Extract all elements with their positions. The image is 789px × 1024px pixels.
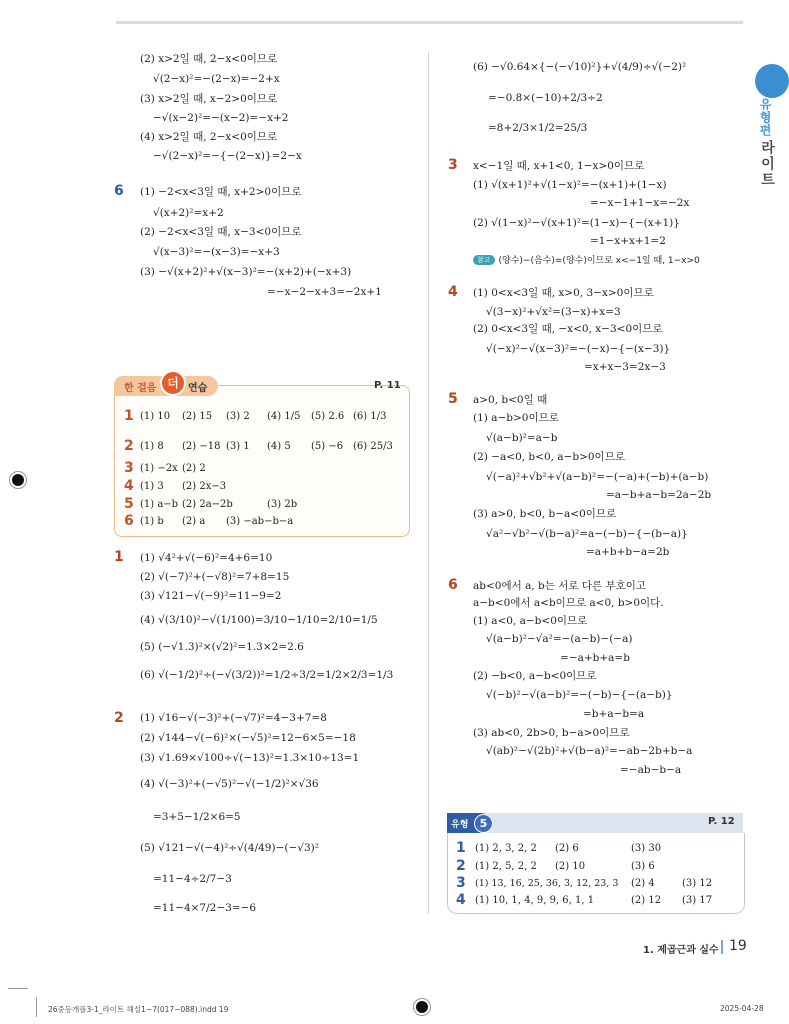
solution-line: (6) −√0.64×{−(−√10)²}+√(4/9)÷√(−2)²: [473, 61, 687, 73]
solution-line: =11−4÷2/7−3: [153, 873, 232, 885]
solution-line: (2) −b<0, a−b<0이므로: [473, 670, 597, 682]
answer-cell: (5) −6: [311, 441, 344, 452]
answer-number: 1: [124, 408, 134, 424]
solution-line: (2) √(1−x)²−√(x+1)²=(1−x)−{−(x+1)}: [473, 217, 680, 229]
answer-cell: (3) 17: [682, 895, 713, 906]
answer-cell: (2) 2x−3: [182, 481, 227, 492]
answer-cell: (2) 12: [631, 895, 662, 906]
answer-number: 4: [456, 892, 466, 908]
practice-tab-label: 한 걸음: [124, 383, 157, 394]
solution-line: (1) √16−√(−3)²+(−√7)²=4−3+7=8: [140, 712, 327, 724]
solution-line: √(−a)²+√b²+√(a−b)²=−(−a)+(−b)+(a−b): [486, 471, 709, 483]
answer-number: 6: [124, 513, 134, 529]
answer-cell: (3) −ab−b−a: [226, 516, 294, 527]
solution-line: (1) √(x+1)²+√(1−x)²=−(x+1)+(1−x): [473, 179, 667, 191]
side-tab-label-1: 유형편: [758, 98, 772, 137]
problem-number: 1: [114, 549, 124, 565]
solution-line: (4) √(3/10)²−√(1/100)=3/10−1/10=2/10=1/5: [140, 614, 378, 626]
answer-cell: (1) 3: [140, 481, 164, 492]
answer-cell: (1) 13, 16, 25, 36, 3, 12, 23, 3: [475, 878, 619, 889]
solution-line: (3) √121−√(−9)²=11−9=2: [140, 590, 282, 602]
note-text: (양수)−(음수)=(양수)이므로 x<−1일 때, 1−x>0: [498, 256, 700, 266]
problem-number: 6: [448, 577, 458, 593]
solution-line: =−x−2−x+3=−2x+1: [267, 286, 382, 298]
solution-line: a−b<0에서 a<b이므로 a<0, b>0이다.: [473, 597, 664, 609]
answer-cell: (4) 5: [267, 441, 291, 452]
solution-line: (3) √1.69×√100÷√(−13)²=1.3×10÷13=1: [140, 752, 360, 764]
answer-number: 1: [456, 840, 466, 856]
answer-cell: (2) 2a−2b: [182, 499, 233, 510]
answer-number: 3: [456, 875, 466, 891]
problem-number: 3: [448, 157, 458, 173]
solution-line: √(3−x)²+√x²=(3−x)+x=3: [486, 306, 621, 318]
solution-line: (2) −2<x<3일 때, x−3<0이므로: [140, 226, 302, 238]
solution-line: √(ab)²−√(2b)²+√(b−a)²=−ab−2b+b−a: [486, 745, 693, 757]
solution-line: ab<0에서 a, b는 서로 다른 부호이고: [473, 580, 647, 592]
solution-line: x<−1일 때, x+1<0, 1−x>0이므로: [473, 160, 645, 172]
answer-cell: (1) 8: [140, 441, 164, 452]
column-divider: [428, 52, 429, 914]
answer-cell: (3) 2: [226, 411, 250, 422]
solution-line: (5) (−√1.3)²×(√2)²=1.3×2=2.6: [140, 641, 304, 653]
solution-line: a>0, b<0일 때: [473, 394, 548, 406]
solution-line: =a+b+b−a=2b: [586, 546, 670, 558]
answer-cell: (6) 1/3: [353, 411, 387, 422]
slug-filename: 26중등개플3-1_라이트 해설1~7(017~088).indd 19: [48, 1005, 229, 1014]
crop-mark: [8, 988, 28, 989]
solution-line: =3+5−1/2×6=5: [153, 811, 241, 823]
practice-tab-circle: 더: [160, 370, 186, 396]
type-tab-label: 유형: [451, 820, 469, 830]
solution-line: √(−b)²−√(a−b)²=−(−b)−{−(a−b)}: [486, 689, 673, 701]
solution-line: √(a−b)²−√a²=−(a−b)−(−a): [486, 633, 633, 645]
solution-line: =b+a−b=a: [583, 708, 645, 720]
footer-divider: [721, 940, 723, 954]
answer-cell: (6) 25/3: [353, 441, 393, 452]
solution-line: (4) x>2일 때, 2−x<0이므로: [140, 131, 278, 143]
answer-cell: (1) 10, 1, 4, 9, 9, 6, 1, 1: [475, 895, 595, 906]
solution-line: (3) −√(x+2)²+√(x−3)²=−(x+2)+(−x+3): [140, 266, 352, 278]
answer-number: 2: [456, 858, 466, 874]
practice-tab-label-2: 연습: [188, 383, 208, 394]
solution-line: −√(x−2)²=−(x−2)=−x+2: [153, 112, 289, 124]
page-reference: P. 12: [708, 816, 735, 827]
answer-cell: (2) 6: [555, 843, 579, 854]
answer-cell: (2) 15: [182, 411, 213, 422]
solution-line: =−x−1+1−x=−2x: [590, 197, 690, 209]
solution-line: (3) a>0, b<0, b−a<0이므로: [473, 508, 617, 520]
solution-line: (5) √121−√(−4)²÷√(4/49)−(−√3)²: [140, 842, 319, 854]
top-rule: [116, 21, 743, 24]
answer-cell: (1) 10: [140, 411, 171, 422]
problem-number: 6: [114, 183, 124, 199]
answer-number: 4: [124, 478, 134, 494]
answer-cell: (1) 2, 5, 2, 2: [475, 861, 537, 872]
solution-line: =1−x+x+1=2: [590, 235, 666, 247]
solution-line: =x+x−3=2x−3: [584, 361, 666, 373]
page-number: 19: [729, 938, 747, 954]
crop-mark: [36, 997, 37, 1017]
solution-line: (3) ab<0, 2b>0, b−a>0이므로: [473, 727, 630, 739]
solution-line: (2) −a<0, b<0, a−b>0이므로: [473, 451, 625, 463]
solution-line: (1) √4²+√(−6)²=4+6=10: [140, 552, 273, 564]
note-badge: 참고: [473, 255, 495, 265]
solution-line: (1) a<0, a−b<0이므로: [473, 615, 588, 627]
problem-number: 2: [114, 710, 124, 726]
solution-line: (2) √144−√(−6)²×(−√5)²=12−6×5=−18: [140, 732, 356, 744]
answer-number: 3: [124, 460, 134, 476]
solution-line: (2) √(−7)²+(−√8)²=7+8=15: [140, 571, 290, 583]
solution-line: √a²−√b²−√(b−a)²=a−(−b)−{−(b−a)}: [486, 528, 688, 540]
solution-line: (6) √(−1/2)²÷(−√(3/2))²=1/2÷3/2=1/2×2/3=1/3: [140, 669, 394, 681]
solution-line: (2) 0<x<3일 때, −x<0, x−3<0이므로: [473, 323, 663, 335]
solution-line: −√(2−x)²=−{−(2−x)}=2−x: [153, 150, 302, 162]
registration-mark-icon: [414, 999, 430, 1015]
solution-line: (1) −2<x<3일 때, x+2>0이므로: [140, 186, 302, 198]
solution-line: =8+2/3×1/2=25/3: [488, 122, 588, 134]
answer-cell: (1) 2, 3, 2, 2: [475, 843, 537, 854]
problem-number: 5: [448, 391, 458, 407]
solution-line: =−0.8×(−10)+2/3÷2: [488, 92, 603, 104]
solution-line: (3) x>2일 때, x−2>0이므로: [140, 93, 278, 105]
solution-line: =11−4×7/2−3=−6: [153, 902, 257, 914]
answer-cell: (1) −2x: [140, 463, 178, 474]
answer-number: 5: [124, 496, 134, 512]
answer-cell: (3) 12: [682, 878, 713, 889]
answer-cell: (3) 30: [631, 843, 662, 854]
solution-line: (4) √(−3)²+(−√5)²−√(−1/2)²×√36: [140, 778, 319, 790]
answer-cell: (1) a−b: [140, 499, 179, 510]
footer-section-title: 1. 제곱근과 실수: [643, 945, 719, 956]
solution-line: √(x+2)²=x+2: [153, 207, 224, 219]
answer-cell: (2) 4: [631, 878, 655, 889]
answer-cell: (2) 10: [555, 861, 586, 872]
answer-cell: (3) 2b: [267, 499, 298, 510]
solution-line: √(2−x)²=−(2−x)=−2+x: [153, 73, 280, 85]
answer-cell: (5) 2.6: [311, 411, 345, 422]
slug-date: 2025-04-28: [720, 1004, 764, 1013]
solution-line: =a−b+a−b=2a−2b: [606, 489, 712, 501]
solution-line: √(−x)²−√(x−3)²=−(−x)−{−(x−3)}: [486, 343, 671, 355]
solution-line: (1) 0<x<3일 때, x>0, 3−x>0이므로: [473, 287, 654, 299]
answer-cell: (2) a: [182, 516, 206, 527]
answer-cell: (2) −18: [182, 441, 221, 452]
page-reference: P. 11: [374, 380, 401, 391]
answer-number: 2: [124, 438, 134, 454]
solution-line: =−a+b+a=b: [560, 652, 630, 664]
side-tab-cap: [755, 64, 789, 98]
answer-cell: (4) 1/5: [267, 411, 301, 422]
solution-line: √(a−b)²=a−b: [486, 432, 558, 444]
note-line: [473, 253, 700, 268]
answer-cell: (2) 2: [182, 463, 206, 474]
solution-line: (1) a−b>0이므로: [473, 412, 559, 424]
registration-mark-icon: [10, 472, 26, 488]
type-tab-circle: 5: [474, 814, 493, 833]
side-tab-label-2: 라이트: [759, 140, 775, 188]
problem-number: 4: [448, 284, 458, 300]
practice-answer-box: [114, 385, 410, 537]
answer-cell: (1) b: [140, 516, 164, 527]
answer-cell: (3) 1: [226, 441, 250, 452]
answer-cell: (3) 6: [631, 861, 655, 872]
solution-line: =−ab−b−a: [620, 764, 682, 776]
solution-line: √(x−3)²=−(x−3)=−x+3: [153, 246, 280, 258]
solution-line: (2) x>2일 때, 2−x<0이므로: [140, 53, 278, 65]
